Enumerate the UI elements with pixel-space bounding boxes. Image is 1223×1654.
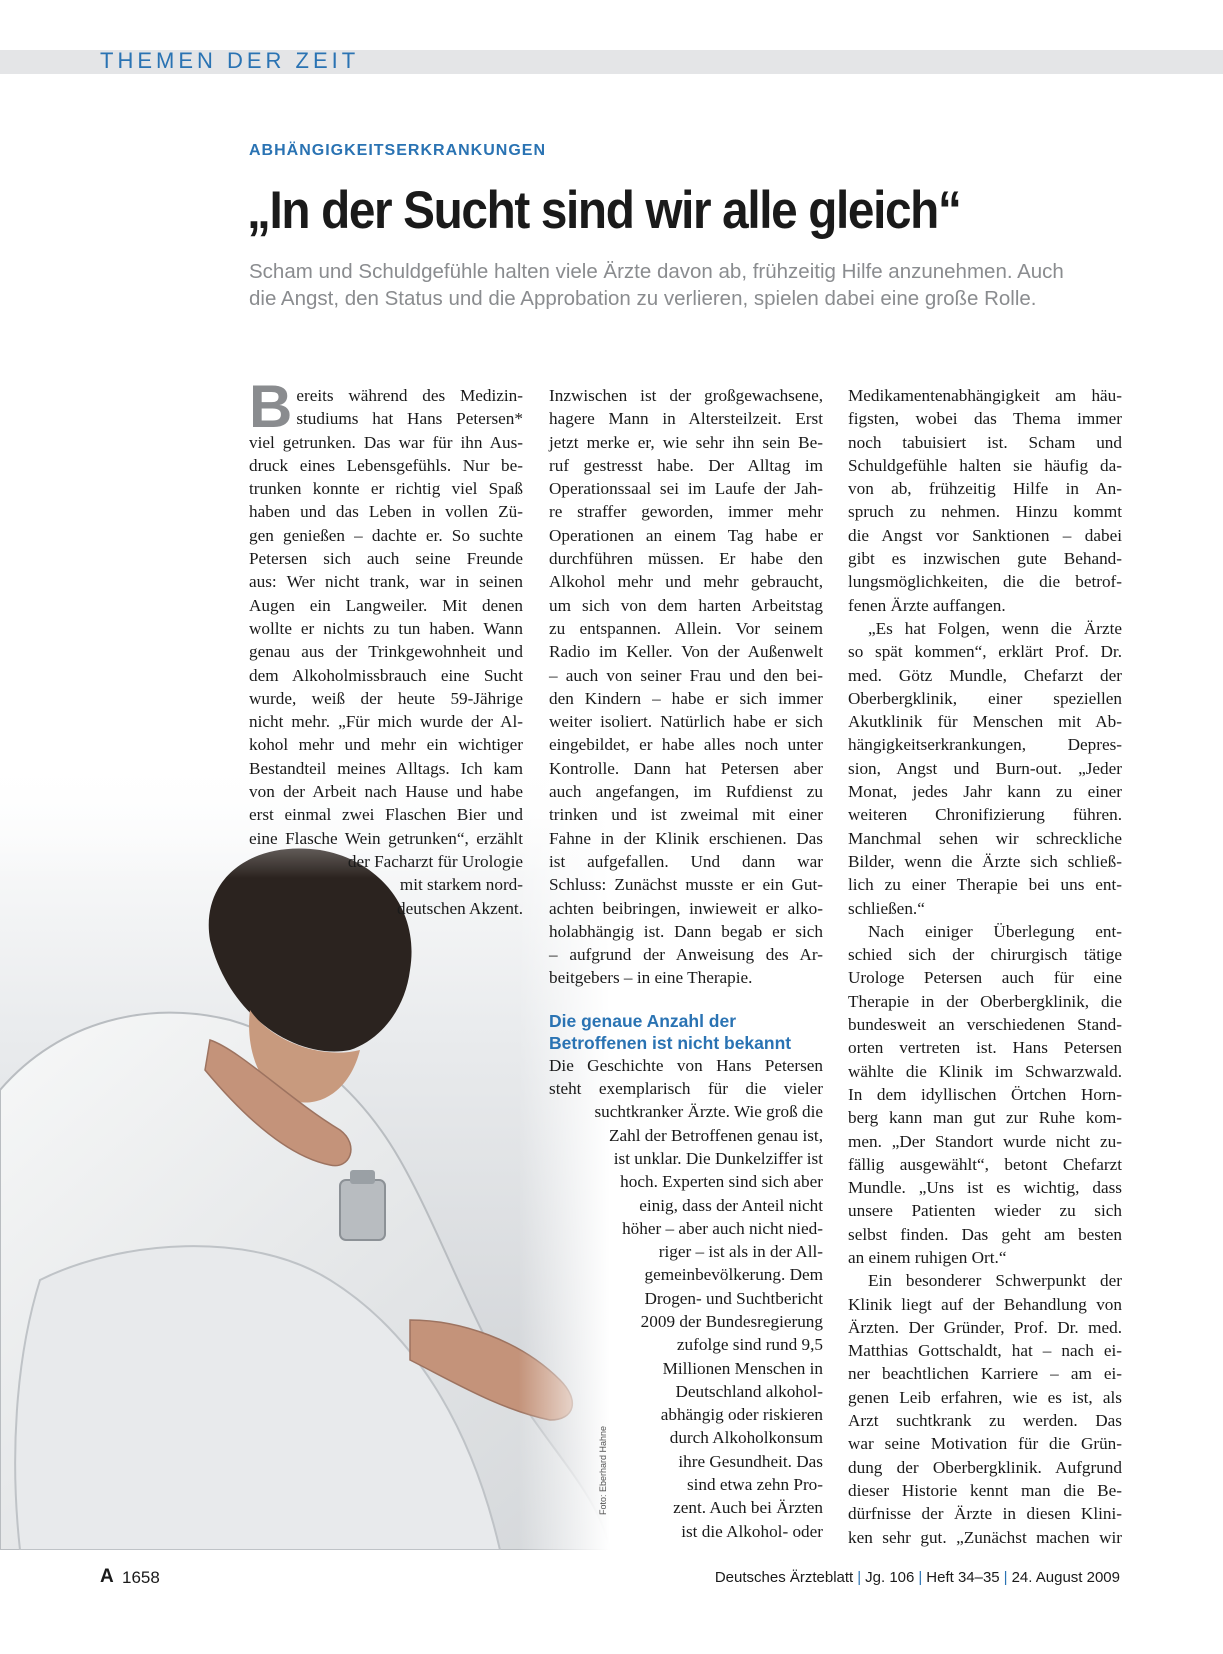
journal-name: Deutsches Ärzteblatt [714,1569,854,1586]
text-line: ereits während des Medizin- [296,386,523,405]
text-line: eingebildet, er habe alles noch unter [549,735,823,755]
text-line: deutschen Akzent. [396,898,523,918]
text-line: an einem ruhigen Ort.“ [848,1247,1007,1267]
text-line: Operationen an einem Tag habe er [549,525,823,545]
text-line: lungsmöglichkeiten, die die betrof- [848,572,1122,592]
text-line: von ab, frühzeitig Hilfe in An- [848,479,1122,499]
text-line: sind etwa zehn Pro- [686,1475,823,1495]
text-line: Bilder, wenn die Ärzte sich schließ- [848,851,1122,871]
text-line: zent. Auch bei Ärzten [673,1498,823,1518]
text-line: schließen.“ [848,898,925,918]
text-line: holabhängig ist. Dann begab er sich [549,921,823,941]
text-line: erst einmal zwei Flaschen Bier und [249,805,523,825]
page-letter: A [100,1566,114,1587]
text-line: hagere Mann in Altersteilzeit. Erst [549,409,823,429]
text-line: ist die Alkohol- oder [681,1521,823,1541]
text-line: ruf gestresst habe. Der Alltag im [549,455,823,475]
text-line: bundesweit an verschiedenen Stand- [848,1015,1122,1035]
drop-cap: B [249,373,293,440]
text-line: schied sich der chirurgisch tätige [848,945,1122,965]
text-line: viel getrunken. Das war für ihn Aus- [249,432,523,452]
text-line: – aufgrund der Anweisung des Ar- [549,945,823,965]
text-line: noch tabuisiert ist. Scham und [848,432,1122,452]
text-line: „Es hat Folgen, wenn die Ärzte [868,618,1122,638]
text-line: dieser Historie kennt man die Be- [848,1480,1122,1500]
text-line: zufolge sind rund 9,5 [676,1335,823,1355]
photo-credit: Foto: Eberhard Hahne [598,1425,608,1515]
text-line: figsten, wobei das Thema immer [848,409,1122,429]
journal-info [715,1569,1120,1586]
text-line: auch angefangen, im Rufdienst zu [549,782,823,802]
subheading: Betroffenen ist nicht bekannt [549,1032,792,1053]
text-line: gemeinbevölkerung. Dem [644,1265,823,1285]
text-line: unsere Patienten wieder zu sich [848,1201,1122,1221]
text-line: Nach einiger Überlegung ent- [868,921,1122,941]
text-line: Inzwischen ist der großgewachsene, [549,386,823,405]
footer-separator: | [1003,1569,1008,1586]
journal-volume: Jg. 106 [865,1569,915,1586]
footer-separator: | [857,1569,862,1586]
text-line: einig, dass der Anteil nicht [639,1195,823,1215]
text-line: – auch von seiner Frau und den bei- [549,665,823,685]
text-line: jetzt merke er, wie sehr ihn sein Be- [549,432,823,452]
text-line: Schluss: Zunächst musste er ein Gut- [549,875,823,895]
text-line: gibt es inzwischen gute Behand- [848,549,1122,569]
column-1-lines [249,373,523,920]
text-line: dung der Oberbergklinik. Aufgrund [848,1457,1122,1477]
text-line: Medikamentenabhängigkeit am häu- [848,386,1122,405]
article-column-2 [549,384,823,1543]
text-line: mit starkem nord- [399,875,523,895]
text-line: Therapie in der Oberbergklinik, die [848,991,1122,1011]
section-label: THEMEN DER ZEIT [100,48,360,73]
text-line: lich zu einer Therapie bei uns ent- [848,875,1122,895]
text-line: Matthias Gottschaldt, hat – nach ei- [848,1341,1122,1361]
text-line: Augen ein Langweiler. Mit denen [249,595,523,615]
text-line: med. Götz Mundle, Chefarzt der [848,665,1122,685]
article-headline: „In der Sucht sind wir alle gleich“ [247,181,961,240]
text-line: In dem idyllischen Örtchen Horn- [848,1084,1122,1104]
text-line: studiums hat Hans Petersen* [296,409,523,429]
text-line: Schuldgefühle halten sie häufig da- [848,455,1122,475]
text-line: Millionen Menschen in [662,1358,823,1378]
text-line: sion, Angst und Burn-out. „Jeder [848,758,1122,778]
page-number: 1658 [122,1568,160,1587]
text-line: höher – aber auch nicht nied- [622,1218,823,1238]
text-line: Manchmal sehen wir schreckliche [848,828,1122,848]
text-line: Fahne in der Klinik erschienen. Das [549,828,823,848]
text-line: weiter isoliert. Natürlich habe er sich [549,712,823,732]
text-line: ist unklar. Die Dunkelziffer ist [613,1148,823,1168]
text-line: Mundle. „Uns ist es wichtig, dass [848,1178,1122,1198]
text-line: eine Flasche Wein getrunken“, erzählt [249,828,523,848]
article-kicker: ABHÄNGIGKEITSERKRANKUNGEN [249,142,547,159]
text-line: um sich von dem harten Arbeitstag [549,595,823,615]
text-line: suchtkranker Ärzte. Wie groß die [594,1102,823,1122]
text-line: weiteren Chronifizierung führen. [848,805,1122,825]
subheading: Die genaue Anzahl der [549,1010,737,1031]
text-line: wurde, weiß der heute 59-Jährige [249,688,523,708]
text-line: Alkohol mehr und mehr gebraucht, [549,572,823,592]
text-line: nicht mehr. „Für mich wurde der Al- [249,712,523,732]
article-column-1 [249,373,523,920]
text-line: beitgebers – in eine Therapie. [549,968,753,988]
text-line: Deutschland alkohol- [675,1381,823,1401]
text-line: spruch zu nehmen. Hinzu kommt [848,502,1122,522]
text-line: achten beibringen, inwieweit er alko- [549,898,823,918]
text-line: Akutklinik für Menschen mit Ab- [848,712,1122,732]
journal-issue: Heft 34–35 [926,1569,1000,1586]
text-line: Klinik liegt auf der Behandlung von [848,1294,1122,1314]
text-line: wählte die Klinik im Schwarzwald. [848,1061,1122,1081]
text-line: gen genießen – dachte er. So suchte [249,525,523,545]
text-line: trunken konnte er richtig viel Spaß [249,479,523,499]
text-line: druck eines Lebensgefühls. Nur be- [249,455,523,475]
text-line: aus: Wer nicht trank, war in seinen [249,572,523,592]
footer-separator: | [918,1569,923,1586]
text-line: ihre Gesundheit. Das [678,1451,823,1471]
text-line: selbst finden. Das geht am besten [848,1224,1122,1244]
text-line: haben und das Leben in vollen Zü- [249,502,523,522]
text-line: berg kann man gut zur Ruhe kom- [848,1108,1122,1128]
text-line: genau aus der Trinkgewohnheit und [249,642,523,662]
text-line: Bestandteil meines Alltags. Ich kam [249,758,523,778]
text-line: den Kindern – habe er sich immer [549,688,823,708]
text-line: Operationssaal sei im Laufe der Jah- [549,479,823,499]
text-line: orten vertreten ist. Hans Petersen [848,1038,1122,1058]
journal-date: 24. August 2009 [1011,1569,1120,1586]
text-line: die Angst vor Sanktionen – dabei [848,525,1122,545]
text-line: Arzt suchtkrank zu werden. Das [848,1411,1122,1431]
text-line: dürfnisse der Ärzte in diesen Klini- [848,1504,1122,1524]
text-line: kohol mehr und mehr ein wichtiger [249,735,523,755]
text-line: Petersen sich auch seine Freunde [249,549,523,569]
text-line: so spät kommen“, erklärt Prof. Dr. [848,642,1122,662]
text-line: Zahl der Betroffenen genau ist, [609,1125,823,1145]
text-line: dem Alkoholmissbrauch eine Sucht [249,665,523,685]
text-line: von der Arbeit nach Hause und habe [249,782,523,802]
text-line: fällig ausgewählt“, betont Chefarzt [848,1154,1122,1174]
text-line: Oberbergklinik, einer speziellen [848,688,1122,708]
text-line: zu entspannen. Allein. Vor seinem [549,618,823,638]
text-line: Ein besonderer Schwerpunkt der [868,1271,1122,1291]
text-line: Kontrolle. Dann hat Petersen aber [549,758,823,778]
article-subtitle: Scham und Schuldgefühle halten viele Ärzte davon ab, frühzeitig Hilfe anzunehmen. Auch die Angst, den Status und die Approbation zu verlieren, spielen dabei eine große Rolle. [249,260,1064,310]
article-column-3 [848,384,1122,1549]
text-line: Drogen- und Suchtbericht [644,1288,823,1308]
text-line: men. „Der Standort wurde nicht zu- [848,1131,1122,1151]
text-line: hängigkeitserkrankungen, Depres- [848,735,1122,755]
text-line: Radio im Keller. Von der Außenwelt [549,642,823,662]
text-line: abhängig oder riskieren [660,1405,823,1425]
page-footer [100,1566,1120,1596]
text-line: riger – ist als in der All- [658,1242,823,1262]
text-line: ner beachtlichen Karriere – am ei- [848,1364,1122,1384]
text-line: hoch. Experten sind sich aber [620,1172,823,1192]
text-line: steht exemplarisch für die vieler [549,1079,823,1099]
text-line: fenen Ärzte auffangen. [848,595,1006,615]
text-line: der Facharzt für Urologie [347,851,523,871]
text-line: Monat, jedes Jahr kann zu einer [848,782,1122,802]
text-line: durchführen müssen. Er habe den [549,549,823,569]
text-line: wollte er nichts zu tun haben. Wann [249,618,523,638]
text-line: 2009 der Bundesregierung [640,1311,823,1331]
text-line: re straffer geworden, immer mehr [549,502,823,522]
text-line: ist aufgefallen. Und dann war [549,851,823,871]
text-line: durch Alkoholkonsum [669,1428,823,1448]
text-line: ken sehr gut. „Zunächst machen wir [848,1527,1122,1547]
text-line: war seine Motivation für die Grün- [848,1434,1122,1454]
text-line: Ärzten. Der Gründer, Prof. Dr. med. [848,1317,1122,1337]
text-line: Urologe Petersen auch für eine [848,968,1122,988]
text-line: Die Geschichte von Hans Petersen [549,1055,823,1075]
text-line: genen Leib erfahren, wie es ist, als [848,1387,1122,1407]
text-line: trinken und ist zweimal mit einer [549,805,823,825]
